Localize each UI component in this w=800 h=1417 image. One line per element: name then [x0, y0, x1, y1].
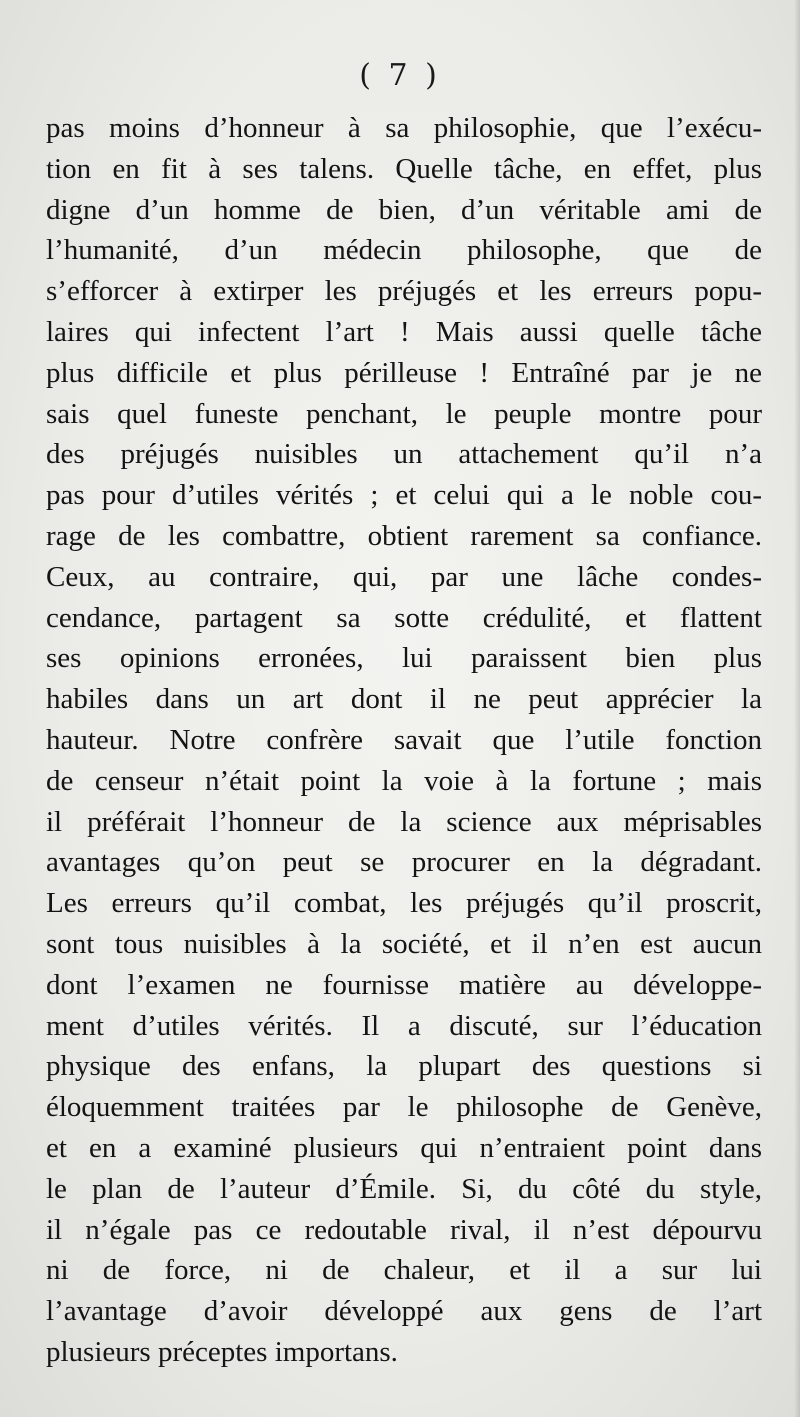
- text-line: pas moins d’honneur à sa philosophie, que l’exécu-: [46, 112, 762, 144]
- text-line: cendance, partagent sa sotte crédulité, et flattent: [46, 601, 762, 634]
- body-text: [46, 108, 762, 1373]
- text-line: il n’égale pas ce redoutable rival, il n’est dépourvu: [46, 1213, 762, 1246]
- text-line: de censeur n’était point la voie à la fortune ; mais: [46, 764, 762, 797]
- text-line: habiles dans un art dont il ne peut apprécier la: [46, 683, 762, 716]
- text-line: hauteur. Notre confrère savait que l’utile fonction: [46, 723, 762, 756]
- text-line: l’avantage d’avoir développé aux gens de l’art: [46, 1295, 762, 1328]
- text-line: tion en fit à ses talens. Quelle tâche, en effet, plus: [46, 152, 762, 185]
- text-line: avantages qu’on peut se procurer en la dégradant.: [46, 846, 762, 879]
- text-line: et en a examiné plusieurs qui n’entraient point dans: [46, 1131, 762, 1164]
- page-number: ( 7 ): [359, 58, 441, 93]
- text-line: ses opinions erronées, lui paraissent bien plus: [46, 642, 762, 675]
- text-line: il préférait l’honneur de la science aux méprisables: [46, 805, 762, 838]
- text-line: sais quel funeste penchant, le peuple montre pour: [46, 397, 762, 430]
- text-line: sont tous nuisibles à la société, et il n’en est aucun: [46, 927, 762, 960]
- text-line: Les erreurs qu’il combat, les préjugés qu’il proscrit,: [46, 887, 762, 920]
- text-line: plusieurs préceptes importans.: [46, 1335, 398, 1368]
- text-line: physique des enfans, la plupart des questions si: [46, 1050, 762, 1083]
- text-line: s’efforcer à extirper les préjugés et les erreurs popu-: [46, 275, 762, 308]
- text-line: des préjugés nuisibles un attachement qu’il n’a: [46, 438, 762, 471]
- text-line: l’humanité, d’un médecin philosophe, que de: [46, 234, 762, 267]
- text-line: rage de les combattre, obtient rarement sa confiance.: [46, 519, 762, 552]
- text-line: le plan de l’auteur d’Émile. Si, du côté du style,: [46, 1172, 762, 1205]
- text-line: Ceux, au contraire, qui, par une lâche condes-: [46, 560, 762, 593]
- text-line: digne d’un homme de bien, d’un véritable ami de: [46, 193, 762, 226]
- text-line: laires qui infectent l’art ! Mais aussi quelle tâche: [46, 315, 762, 348]
- text-line: ment d’utiles vérités. Il a discuté, sur l’éducation: [46, 1009, 762, 1042]
- text-line: pas pour d’utiles vérités ; et celui qui a le noble cou-: [46, 479, 762, 512]
- text-line: dont l’examen ne fournisse matière au développe-: [46, 968, 762, 1001]
- text-line: ni de force, ni de chaleur, et il a sur lui: [46, 1254, 762, 1287]
- scan-shadow-edge: [794, 0, 800, 1417]
- text-line: plus difficile et plus périlleuse ! Entraîné par je ne: [46, 356, 762, 389]
- text-line: éloquemment traitées par le philosophe de Genève,: [46, 1091, 762, 1124]
